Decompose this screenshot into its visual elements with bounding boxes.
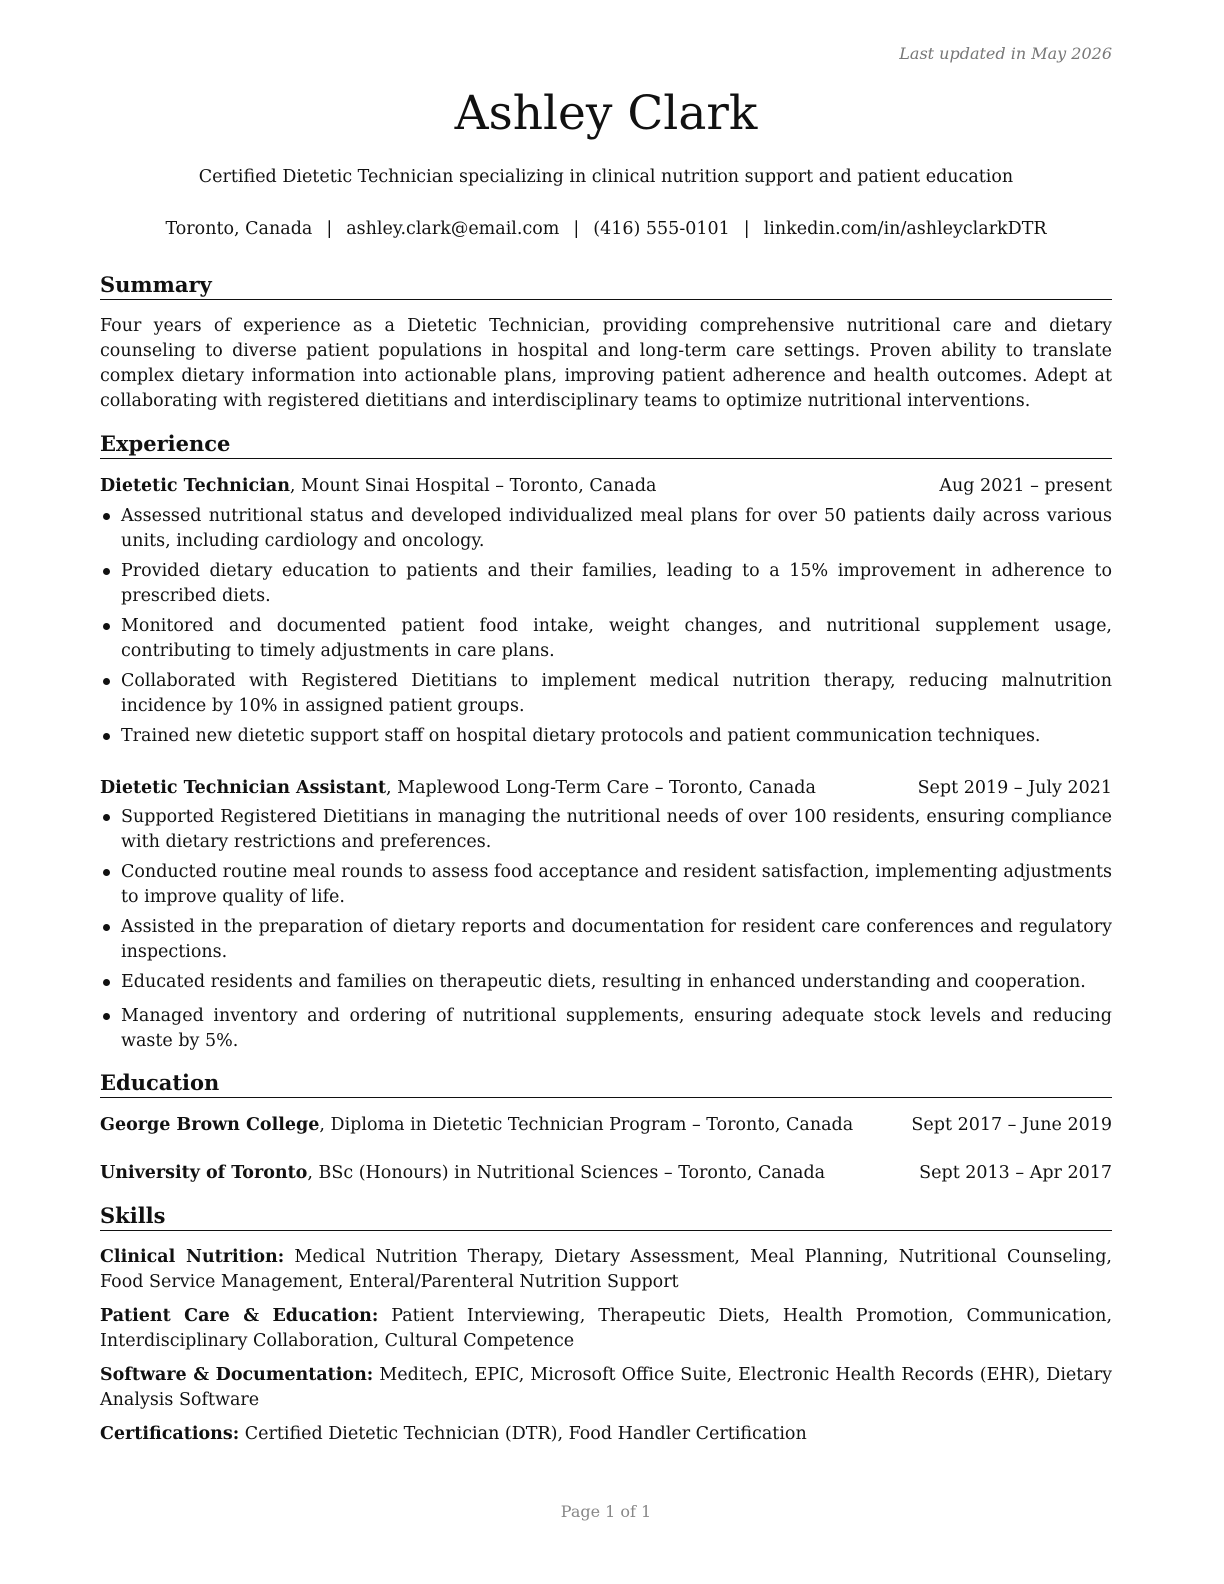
page-number: Page 1 of 1: [560, 1502, 652, 1521]
skill-label: Certifications:: [100, 1424, 240, 1444]
section-title-skills: Skills: [100, 1203, 1112, 1231]
job-bullets: [100, 504, 1112, 754]
resume-page: [100, 0, 1112, 1584]
summary-text: Four years of experience as a Dietetic Technician, providing comprehensive nutritional care and dietary counseling to diverse patient populations in hospital and long-term care settings. Proven ability to translate complex dietary information into actionable plans, improving patient adherence and health outcomes. Adept at collaborating with registered dietitians and interdisciplinary teams to optimize nutritional interventions.: [100, 316, 1112, 411]
education-school: George Brown College: [100, 1115, 320, 1135]
skill-label: Software & Documentation:: [100, 1365, 374, 1385]
job-dates: Aug 2021 – present: [939, 476, 1112, 496]
bullet-dot: [103, 623, 110, 630]
list-item: [100, 614, 1112, 664]
last-updated: Last updated in May 2026: [899, 44, 1112, 63]
job-org: , Maplewood Long-Term Care – Toronto, Canada: [386, 778, 816, 798]
education-item: [100, 1161, 1112, 1186]
job-header: [100, 474, 1112, 499]
section-title-experience: Experience: [100, 431, 1112, 459]
bullet-dot: [103, 814, 110, 821]
bullet-text: Assessed nutritional status and developed individualized meal plans for over 50 patients daily across various units, including cardiology and oncology.: [121, 506, 1112, 551]
contact-linkedin[interactable]: linkedin.com/in/ashleyclarkDTR: [763, 219, 1047, 239]
contact-line: [100, 219, 1112, 239]
contact-phone: (416) 555-0101: [593, 219, 730, 239]
contact-email[interactable]: ashley.clark@email.com: [346, 219, 560, 239]
job-org: , Mount Sinai Hospital – Toronto, Canada: [289, 476, 657, 496]
bullet-text: Conducted routine meal rounds to assess food acceptance and resident satisfaction, implementing adjustments to improve quality of life.: [121, 862, 1112, 907]
bullet-text: Collaborated with Registered Dietitians to implement medical nutrition therapy, reducing malnutrition incidence by 10% in assigned patient groups.: [121, 671, 1112, 716]
bullet-dot: [103, 869, 110, 876]
education-detail: , Diploma in Dietetic Technician Program – Toronto, Canada: [319, 1115, 854, 1135]
section-title-summary: Summary: [100, 272, 1112, 300]
skill-row: [100, 1245, 1112, 1295]
contact-separator: |: [573, 219, 580, 239]
education-dates: Sept 2013 – Apr 2017: [919, 1163, 1112, 1183]
job-dates: Sept 2019 – July 2021: [917, 778, 1112, 798]
list-item: [100, 915, 1112, 965]
skill-row: [100, 1304, 1112, 1354]
list-item: [100, 504, 1112, 554]
education-school: University of Toronto: [100, 1163, 308, 1183]
bullet-text: Assisted in the preparation of dietary reports and documentation for resident care conferences and regulatory inspections.: [121, 917, 1112, 962]
contact-separator: |: [743, 219, 750, 239]
skill-row: [100, 1422, 1112, 1447]
skill-text: Meditech, EPIC, Microsoft Office Suite, Electronic Health Records (EHR), Dietary Analysis Software: [100, 1365, 1112, 1410]
education-item: [100, 1113, 1112, 1138]
bullet-text: Supported Registered Dietitians in managing the nutritional needs of over 100 residents, ensuring compliance with dietary restrictions and preferences.: [121, 807, 1112, 852]
job-role: Dietetic Technician: [100, 476, 290, 496]
bullet-dot: [103, 678, 110, 685]
contact-location: Toronto, Canada: [165, 219, 313, 239]
bullet-text: Educated residents and families on therapeutic diets, resulting in enhanced understanding and cooperation.: [121, 972, 1086, 992]
contact-separator: |: [326, 219, 333, 239]
job-bullets: [100, 805, 1112, 1059]
job-header: [100, 776, 1112, 801]
education-dates: Sept 2017 – June 2019: [911, 1115, 1112, 1135]
candidate-name: Ashley Clark: [454, 86, 758, 141]
bullet-dot: [103, 568, 110, 575]
skill-label: Clinical Nutrition:: [100, 1247, 285, 1267]
education-detail: , BSc (Honours) in Nutritional Sciences – Toronto, Canada: [307, 1163, 826, 1183]
list-item: [100, 669, 1112, 719]
bullet-dot: [103, 513, 110, 520]
list-item: [100, 724, 1112, 749]
bullet-text: Managed inventory and ordering of nutritional supplements, ensuring adequate stock levels and reducing waste by 5%.: [121, 1006, 1112, 1051]
skill-row: [100, 1363, 1112, 1413]
skill-text: Patient Interviewing, Therapeutic Diets, Health Promotion, Communication, Interdisciplinary Collaboration, Cultural Competence: [100, 1306, 1113, 1351]
list-item: [100, 559, 1112, 609]
list-item: [100, 970, 1112, 995]
list-item: [100, 860, 1112, 910]
skill-label: Patient Care & Education:: [100, 1306, 379, 1326]
job-role: Dietetic Technician Assistant: [100, 778, 387, 798]
bullet-dot: [103, 979, 110, 986]
list-item: [100, 805, 1112, 855]
bullet-text: Monitored and documented patient food intake, weight changes, and nutritional supplement usage, contributing to timely adjustments in care plans.: [121, 616, 1112, 661]
bullet-dot: [103, 924, 110, 931]
skill-text: Certified Dietetic Technician (DTR), Food Handler Certification: [239, 1424, 807, 1444]
bullet-dot: [103, 733, 110, 740]
list-item: [100, 1004, 1112, 1054]
bullet-text: Provided dietary education to patients and their families, leading to a 15% improvement in adherence to prescribed diets.: [121, 561, 1112, 606]
section-title-education: Education: [100, 1070, 1112, 1098]
bullet-dot: [103, 1013, 110, 1020]
bullet-text: Trained new dietetic support staff on hospital dietary protocols and patient communication techniques.: [121, 726, 1041, 746]
skill-text: Medical Nutrition Therapy, Dietary Assessment, Meal Planning, Nutritional Counseling, Food Service Management, Enteral/Parenteral Nutrition Support: [100, 1247, 1112, 1292]
tagline: Certified Dietetic Technician specializing in clinical nutrition support and patient education: [198, 167, 1014, 187]
